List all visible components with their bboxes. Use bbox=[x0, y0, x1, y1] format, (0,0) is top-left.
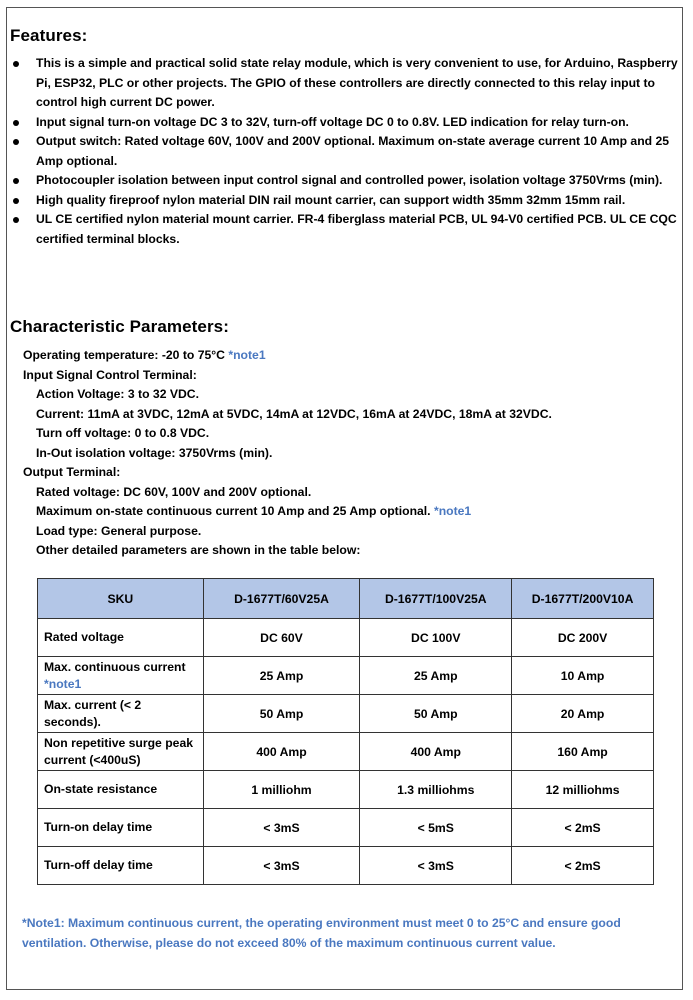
note-ref: *note1 bbox=[44, 676, 82, 691]
bullet-icon bbox=[13, 178, 19, 184]
output-heading: Output Terminal: bbox=[23, 465, 121, 479]
table-row bbox=[38, 809, 654, 847]
row-label-text: Rated voltage bbox=[44, 630, 124, 644]
row-label bbox=[38, 847, 204, 885]
table-cell: 25 Amp bbox=[360, 657, 512, 695]
table-cell: 1 milliohm bbox=[203, 771, 360, 809]
row-label-text: Non repetitive surge peak current (<400uS) bbox=[44, 735, 194, 767]
table-intro: Other detailed parameters are shown in the table below: bbox=[36, 543, 361, 557]
row-label-text: On-state resistance bbox=[44, 782, 158, 796]
table-cell: DC 200V bbox=[512, 619, 654, 657]
load-type: Load type: General purpose. bbox=[36, 523, 202, 538]
bullet-text: UL CE certified nylon material mount carrier. FR-4 fiberglass material PCB, UL 94-V0 certified PCB. UL CE CQC certified terminal blocks. bbox=[36, 212, 677, 246]
bullet-icon bbox=[13, 217, 19, 223]
bullet-text: Output switch: Rated voltage 60V, 100V and 200V optional. Maximum on-state average current 10 Amp and 25 Amp optional. bbox=[36, 134, 670, 168]
table-row bbox=[38, 733, 654, 771]
max-continuous-current bbox=[23, 502, 673, 522]
row-label bbox=[38, 695, 204, 733]
table-row bbox=[38, 847, 654, 885]
table-cell: DC 60V bbox=[203, 619, 360, 657]
column-header: D-1677T/100V25A bbox=[360, 579, 512, 619]
table-cell: < 5mS bbox=[360, 809, 512, 847]
operating-temperature bbox=[23, 346, 673, 366]
table-cell: 400 Amp bbox=[360, 733, 512, 771]
row-label bbox=[38, 657, 204, 695]
bullet-icon bbox=[13, 61, 19, 67]
table-cell: 50 Amp bbox=[203, 695, 360, 733]
row-label bbox=[38, 809, 204, 847]
note-ref: *note1 bbox=[433, 504, 472, 518]
parameters-list bbox=[23, 346, 673, 561]
table-cell: 400 Amp bbox=[203, 733, 360, 771]
table-cell: 12 milliohms bbox=[512, 771, 654, 809]
bullet-text: This is a simple and practical solid state relay module, which is very convenient to use, for Arduino, Raspberry Pi, ESP32, PLC or other projects. The GPIO of these controllers are directly connected to this relay input to control high current DC power. bbox=[36, 56, 678, 109]
list-item bbox=[10, 191, 678, 211]
table-cell: < 2mS bbox=[512, 847, 654, 885]
table-cell: < 3mS bbox=[203, 847, 360, 885]
table-cell: 1.3 milliohms bbox=[360, 771, 512, 809]
table-row bbox=[38, 657, 654, 695]
table-cell: 25 Amp bbox=[203, 657, 360, 695]
row-label bbox=[38, 619, 204, 657]
table-cell: < 3mS bbox=[360, 847, 512, 885]
table-cell: < 3mS bbox=[203, 809, 360, 847]
table-cell: < 2mS bbox=[512, 809, 654, 847]
bullet-text: Input signal turn-on voltage DC 3 to 32V, turn-off voltage DC 0 to 0.8V. LED indication for relay turn-on. bbox=[36, 114, 629, 129]
bullet-icon bbox=[13, 198, 19, 204]
row-label-text: Turn-off delay time bbox=[44, 858, 153, 872]
table-header-row bbox=[38, 579, 654, 619]
table-cell: DC 100V bbox=[360, 619, 512, 657]
table-cell: 20 Amp bbox=[512, 695, 654, 733]
input-heading: Input Signal Control Terminal: bbox=[23, 367, 197, 382]
max-continuous-text: Maximum on-state continuous current 10 Amp and 25 Amp optional. bbox=[36, 504, 431, 518]
table-cell: 50 Amp bbox=[360, 695, 512, 733]
rated-voltage: Rated voltage: DC 60V, 100V and 200V optional. bbox=[36, 484, 312, 499]
input-current: Current: 11mA at 3VDC, 12mA at 5VDC, 14mA at 12VDC, 16mA at 24VDC, 18mA at 32VDC. bbox=[36, 406, 552, 421]
characteristics-title: Characteristic Parameters: bbox=[10, 317, 229, 336]
features-title: Features: bbox=[10, 26, 88, 45]
list-item bbox=[10, 210, 678, 249]
table-cell: 10 Amp bbox=[512, 657, 654, 695]
row-label-text: Max. continuous current bbox=[44, 659, 186, 674]
column-header: D-1677T/200V10A bbox=[512, 579, 654, 619]
column-header: D-1677T/60V25A bbox=[203, 579, 360, 619]
row-label-text: Turn-on delay time bbox=[44, 820, 153, 834]
column-header: SKU bbox=[38, 579, 204, 619]
row-label-text: Max. current (< 2 seconds). bbox=[44, 697, 142, 729]
table-row bbox=[38, 695, 654, 733]
parameters-table bbox=[37, 578, 654, 885]
bullet-text: High quality fireproof nylon material DIN rail mount carrier, can support width 35mm 32mm 15mm rail. bbox=[36, 192, 626, 207]
action-voltage: Action Voltage: 3 to 32 VDC. bbox=[36, 387, 199, 401]
footnote: *Note1: Maximum continuous current, the operating environment must meet 0 to 25°C and ensure good ventilation. Otherwise, please do not exceed 80% of the maximum continuous current value. bbox=[22, 916, 621, 950]
list-item bbox=[10, 171, 678, 191]
bullet-icon bbox=[13, 120, 19, 126]
list-item bbox=[10, 54, 678, 113]
row-label bbox=[38, 771, 204, 809]
table-row bbox=[38, 619, 654, 657]
row-label bbox=[38, 733, 204, 771]
list-item bbox=[10, 113, 678, 133]
turn-off-voltage: Turn off voltage: 0 to 0.8 VDC. bbox=[36, 426, 210, 440]
note-ref: *note1 bbox=[228, 348, 266, 362]
list-item bbox=[10, 132, 678, 171]
table-cell: 160 Amp bbox=[512, 733, 654, 771]
bullet-icon bbox=[13, 139, 19, 145]
bullet-text: Photocoupler isolation between input control signal and controlled power, isolation voltage 3750Vrms (min). bbox=[36, 173, 663, 187]
operating-temp-text: Operating temperature: -20 to 75°C bbox=[23, 348, 225, 362]
isolation-voltage: In-Out isolation voltage: 3750Vrms (min). bbox=[36, 445, 273, 460]
table-row bbox=[38, 771, 654, 809]
features-list bbox=[10, 54, 678, 249]
